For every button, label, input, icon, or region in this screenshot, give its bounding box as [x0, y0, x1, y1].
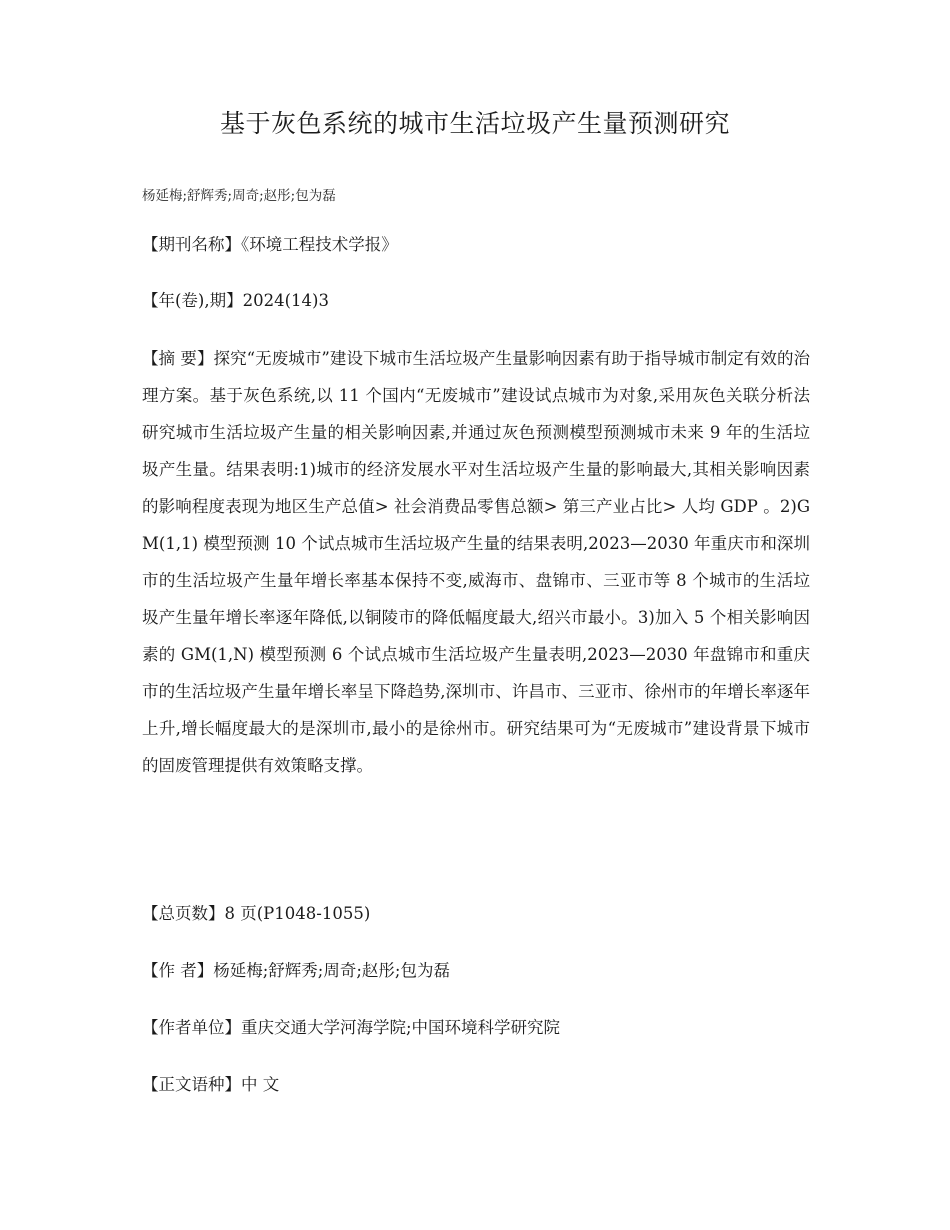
language-value: 中 文 [241, 1075, 280, 1094]
authors-line: 杨延梅;舒辉秀;周奇;赵彤;包为磊 [142, 188, 336, 204]
paper-title: 基于灰色系统的城市生活垃圾产生量预测研究 [219, 109, 730, 138]
pages-label: 【总页数】 [142, 904, 225, 923]
journal-label: 【期刊名称】 [142, 235, 241, 254]
journal-field [142, 228, 810, 262]
abstract-block [142, 340, 810, 784]
author-field [142, 954, 810, 988]
pages-value: 8 页(P1048-1055) [224, 904, 371, 923]
journal-value: 《环境工程技术学报》 [241, 235, 398, 254]
abstract-label: 【摘 要】 [142, 349, 214, 368]
affiliation-label: 【作者单位】 [142, 1018, 241, 1037]
pages-field [142, 897, 810, 931]
affiliation-field [142, 1011, 810, 1045]
volume-label: 【年(卷),期】 [142, 291, 243, 310]
language-label: 【正文语种】 [142, 1075, 241, 1094]
volume-field [142, 284, 810, 318]
abstract-text: 探究“无废城市”建设下城市生活垃圾产生量影响因素有助于指导城市制定有效的治理方案。基于灰色系统,以 11 个国内“无废城市”建设试点城市为对象,采用灰色关联分析法研究城市生活垃圾产生量的相关影响因素,并通过灰色预测模型预测城市未来 9 年的生活垃圾产生量。结果表明:1)城市的经济发展水平对生活垃圾产生量的影响最大,其相关影响因素的影响程度表现为地区生产总值> 社会消费品零售总额> 第三产业占比> 人均 GDP 。2)GM(1,1) 模型预测 10 个试点城市生活垃圾产生量的结果表明,2023—2030 年重庆市和深圳市的生活垃圾产生量年增长率基本保持不变,威海市、盘锦市、三亚市等 8 个城市的生活垃圾产生量年增长率逐年降低,以铜陵市的降低幅度最大,绍兴市最小。3)加入 5 个相关影响因素的 GM(1,N) 模型预测 6 个试点城市生活垃圾产生量表明,2023—2030 年盘锦市和重庆市的生活垃圾产生量年增长率呈下降趋势,深圳市、许昌市、三亚市、徐州市的年增长率逐年上升,增长幅度最大的是深圳市,最小的是徐州市。研究结果可为“无废城市”建设背景下城市的固废管理提供有效策略支撑。 [142, 349, 811, 775]
author-label: 【作 者】 [142, 961, 214, 980]
language-field [142, 1068, 810, 1102]
affiliation-value: 重庆交通大学河海学院;中国环境科学研究院 [241, 1018, 561, 1037]
author-value: 杨延梅;舒辉秀;周奇;赵彤;包为磊 [213, 961, 450, 980]
volume-value: 2024(14)3 [242, 291, 329, 310]
